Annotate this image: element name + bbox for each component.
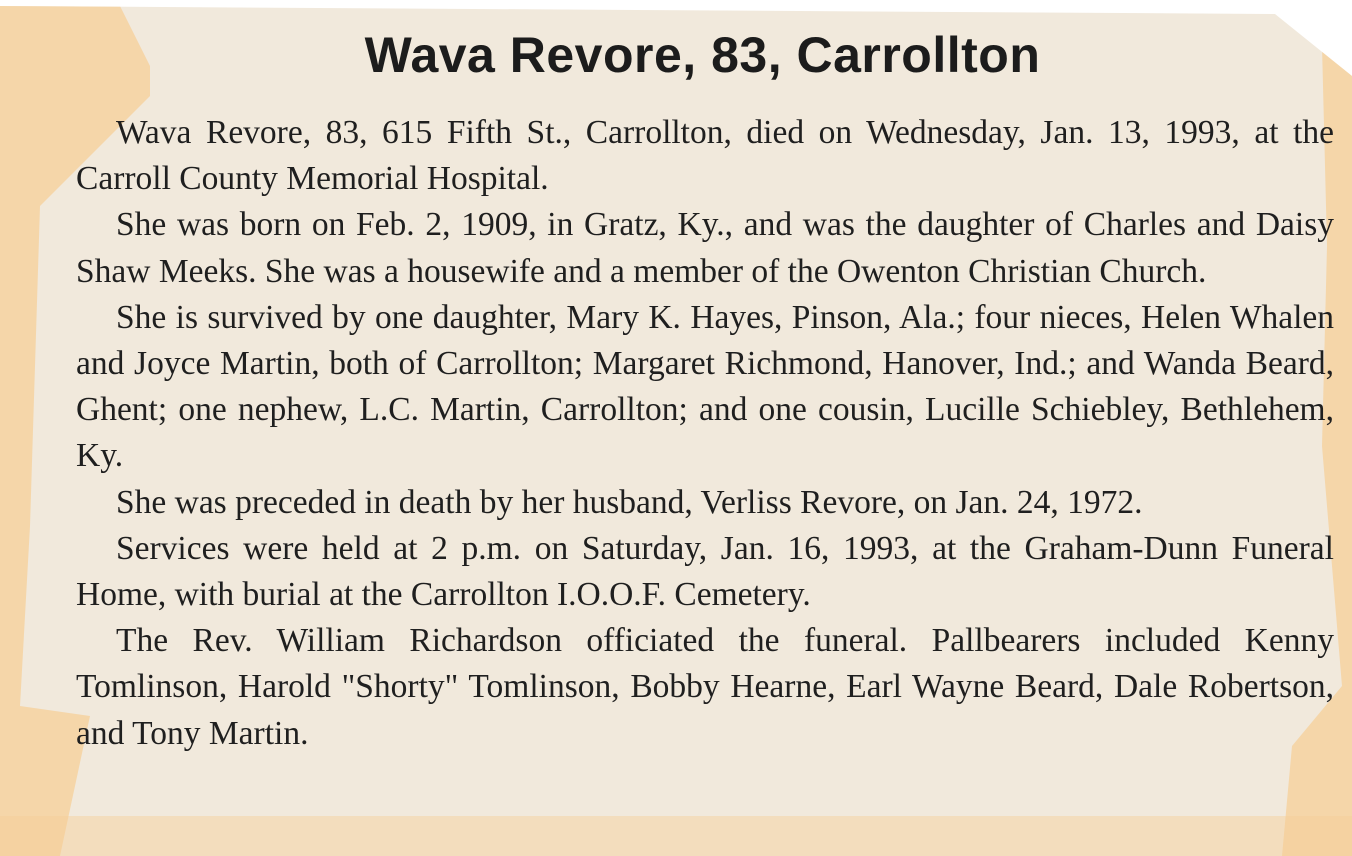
obituary-body (76, 110, 1334, 757)
tape-bottom-strip (0, 816, 1352, 856)
obituary-headline: Wava Revore, 83, Carrollton (364, 27, 1041, 83)
obituary-paragraph-preceded: She was preceded in death by her husband, Verliss Revore, on Jan. 24, 1972. (116, 483, 1143, 521)
obituary-paragraph-death: Wava Revore, 83, 615 Fifth St., Carrollton, died on Wednesday, Jan. 13, 1993, at the Carroll County Memorial Hospital. (76, 114, 1334, 198)
obituary-paragraph-birth: She was born on Feb. 2, 1909, in Gratz, Ky., and was the daughter of Charles and Daisy Shaw Meeks. She was a housewife and a member of the Owenton Christian Church. (76, 206, 1334, 290)
obituary-paragraph-services: Services were held at 2 p.m. on Saturday, Jan. 16, 1993, at the Graham-Dunn Funeral Home, with burial at the Carrollton I.O.O.F. Cemetery. (76, 529, 1334, 614)
obituary-paragraph-survivors: She is survived by one daughter, Mary K. Hayes, Pinson, Ala.; four nieces, Helen Whalen and Joyce Martin, both of Carrollton; Margaret Richmond, Hanover, Ind.; and Wanda Beard, Ghent; one nephew, L.C. Martin, Carrollton; and one cousin, Lucille Schiebley, Bethlehem, Ky. (76, 298, 1334, 475)
obituary-paragraph-pallbearers: The Rev. William Richardson officiated the funeral. Pallbearers included Kenny Tomlinson, Harold "Shorty" Tomlinson, Bobby Hearne, Earl Wayne Beard, Dale Robertson, and Tony Martin. (76, 622, 1334, 752)
